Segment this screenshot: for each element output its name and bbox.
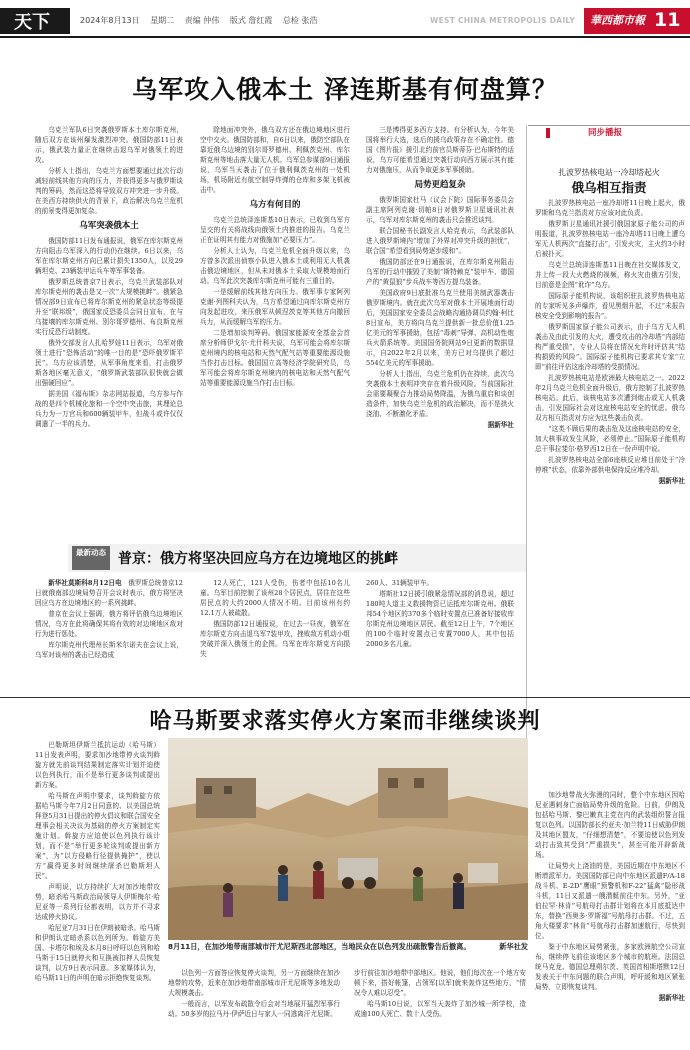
headline-ukraine: 乌军攻入俄本土 泽连斯基有何盘算？ [132,75,558,104]
paragraph: 乌克兰总统泽连斯基10日表示，已收到乌军方呈交的有关将战线向俄领土内推进的报告。乌克兰正在证明其有能力对俄施加“必要压力”。 [200,216,350,245]
paragraph: 扎波罗热核电站全部6座核反应堆目前处于“冷停堆”状态，依靠外部供电保持反应堆冷却。 [535,456,685,475]
paragraph: 哈尼亚7月31日在伊朗被暗杀。哈马斯和伊朗认定暗杀系以色列所为。斡旋方美国、卡塔尔和埃及本月8日呼吁以色列和哈马斯于15日就停火和互换被扣押人员恢复谈判，以方9日表示同意。多家媒体认为，哈马斯11日的声明在暗示拒绝恢复谈判。 [35,924,160,983]
header-rule [0,36,690,38]
paragraph: 俄罗斯总统普京7日表示，乌克兰武装部队对库尔斯克州的袭击是又一次“大规模挑衅”。俄紧急情况部9日宣布已将库尔斯克州的紧急状态等级提升至“联邦级”，俄国家反恐委员会同日宣布，在与乌接壤的库尔斯克州、别尔哥罗德州、布良斯克州实行反恐行动制度。 [35,278,183,337]
dateline: 新华社莫斯科8月12日电 [48,579,122,587]
issue-weekday: 星期二 [150,16,175,25]
issue-info [80,15,325,26]
article2-column-3 [354,968,526,1044]
putin-column-1 [35,578,183,690]
paragraph: 俄罗斯卫星通讯社援引俄国家原子能公司的声明报道，扎波罗热核电站一座冷却塔11日晚上遭乌军无人机两次“直接打击”，引发火灾，主火约3小时后被扑灭。 [535,220,685,259]
subheading: 乌军突袭俄本土 [79,221,139,232]
paragraph: 一般而言，以军发布疏散令后会对当地展开猛烈军事行动。50多岁的拉马丹·伊萨近日与家人一同逃离汗尤尼斯。 [168,1000,340,1019]
designer-credit: 版式 詹红霞 [229,16,273,25]
article1-column-3 [366,125,514,538]
paragraph: 乌克兰总统泽连斯基11日晚在社交媒体发文，并上传一段大火燃烧的视频，称火灾由俄方引发，目前意是企图“讹诈”乌方。 [535,261,685,290]
caption-text: 8月11日，在加沙地带南部城市汗尤尼斯西北部地区，当地民众在以色列发出疏散警告后撤离。 [168,942,471,951]
paragraph: 俄国防部11日发布通报说，俄军在库尔斯克州方向阻击乌军深入的行动仍在继续。6日以来，乌军在库尔斯克州方向已累计损失1350人，以及29辆坦克、23辆装甲运兵车等军事装备。 [35,237,183,276]
headline-hamas: 哈马斯要求落实停火方案而非继续谈判 [149,709,541,734]
paragraph: 俄罗斯国家原子能公司表示，由于乌方无人机袭击及由此引发的大火，遭受攻击的冷却塔“内部结构严重受损”，专业人员将在情况允许时评估其“结构损毁的风险”。国际原子能机构已要求其专家“立即”前往评估这座冷却塔的受损情况。 [535,323,685,372]
paragraph: 260人、31辆装甲车。 [366,579,434,587]
article2-column-4 [535,790,685,1044]
brand-logo: 華西都市報 [590,14,645,27]
putin-column-3 [366,578,514,690]
gaza-evacuation-photo [168,738,528,940]
paragraph: 以色列一方面答应恢复停火谈判，另一方面继续在加沙地带的攻势，近来在加沙地带南部城市汗尤尼斯等多地发动大规模袭击。 [168,969,340,998]
proofreader-credit: 总检 张浩 [282,16,318,25]
article2-credit: 据新华社 [658,994,685,1003]
paragraph: 联合国秘书长副发言人哈克表示，乌武装部队进入俄罗斯境内“增加了外界对冲突升级的担忧”，联合国“希望看到局势逐步缓和”。 [366,227,514,256]
paragraph: 让局势火上浇油的是，美国近期在中东地区不断增派军力。美国国防部已向中东地区派遣F/A-18战斗机、E-2D“鹰眼”预警机和F-22“猛禽”隐形战斗机，11日又派遣一艘潜艇前往中东。另外，“亚伯拉罕·林肯”号航母打击群计划将在本月底抵达中东，替换“西奥多·罗斯福”号航母打击群。不过，五角大楼要求“林肯”号航母打击群加速航行，尽快到位。 [535,862,685,941]
paragraph-text: 俄罗斯总统普京12日就俄南部边境局势召开会议时表示，俄方将坚决回应乌方在边境地区的一系列挑衅。 [35,579,183,608]
issue-date: 2024年8月13日 [80,16,140,25]
paragraph: 步行前往加沙地带中部地区。他说，他们每次在一个地方安顿下来，搭好帐篷，占领军[以军]就来轰炸这些地方，“情况令人难以忍受”。 [354,969,526,998]
putin-headline: 普京：俄方将坚决回应乌方在边境地区的挑衅 [118,551,398,567]
section-name: 天下 [14,12,50,33]
subheading: 局势更趋复杂 [414,180,466,191]
paragraph: 国际原子能机构说，该组织驻扎波罗热核电站的专家听见多声爆炸，看见黑烟升起，不过“未报告核安全受到影响的报告”。 [535,292,685,321]
paragraph: 分析人士认为，乌克兰危机全面升级以来，乌方曾多次派出侦察小队进入俄本土或利用无人机袭击俄边境地区，但从未对俄本土采取大规模地面行动。乌军此次突袭库尔斯克州可能有三重目的。 [200,247,350,286]
paragraph: 一是缓解前线其他方向压力。俄军事专家阿列克谢·列图科夫认为，乌方希望通过向库尔斯克州方向发起进攻，来压俄军从顿涅茨克等其他方向撤回兵力，从而缓解乌军的压力。 [200,288,350,327]
putin-column-2 [200,578,350,690]
page-number: 11 [654,9,681,31]
paragraph: 俄国防部12日通报说，在过去一昼夜，俄军在库尔斯克方向击退乌军7装甲攻，挫败敌方机动小组突破并深入俄领土的企图。乌军在库尔斯克方向损失 [200,620,350,659]
sidebar-credit: 据新华社 [658,477,685,486]
paragraph: 普京在会议上强调，俄方将评估俄乌边境地区情况，乌方在此将确保其将有效的对边境地区敌对行为进行惩处。 [35,610,183,639]
paragraph: 除地面冲突外，俄乌双方还在俄边境地区进行空中交火。俄国防部和，自6日以来，俄防空部队在靠近俄乌边境的别尔哥罗德州、利佩茨克州、库尔斯克州等地击落大量无人机。乌军总参谋部9日通报说，乌军当天袭击了位于俄利佩茨克州的一处机场，机场附近有航空制导炸弹的仓库和多架飞机被击中。 [200,126,350,195]
photo-illustration [168,738,528,940]
paragraph: 二是增加谈判筹码。俄国家能源安全基金会首席分析师伊戈尔·尤什科夫说，乌军可能会将库尔斯克州境内的核电站和天然气配气站等重要能源设施当作打击目标。俄国国立高等经济学院研究员，乌军可能会将库尔斯克州境内的核电站和天然气配气站等重要能源设施当作打击目标。 [200,329,350,388]
paragraph: 俄罗斯国家杜马（议会下院）国际事务委员会副主席阿列克谢·切帕8日对俄罗斯卫星通讯社表示，乌军对库尔斯克州的袭击只会推迟谈判。 [366,195,514,225]
sidebar-title: 俄乌相互指责 [571,180,647,195]
section-rule [0,697,690,698]
paragraph: 分析人士指出，乌克兰危机仍在持续，此次乌突袭俄本土表明冲突存在着升级风险。当前国际社会需要凝聚合力推动局势降温，为俄乌重启和谈创造条件，加快乌克兰危机的政治解决，而不是拱火浇油、不断激化矛盾。 [366,370,514,419]
sidebar-divider [526,125,527,785]
paragraph: 乌克兰军队6日突袭俄罗斯本土库尔斯克州，随后双方在该州爆发激烈冲突。俄国防部11日表示，俄武装力量正在继续击退乌军对俄领土的进攻。 [35,126,183,165]
paragraph: 据美国《福布斯》杂志网站报道，乌方参与作战的是四个机械化旅和一个空中突击旅，其理论总兵力为一万官兵和600辆装甲车，但战斗或许仅仅调遣了一半的兵力。 [35,390,183,429]
paragraph: 哈马斯在声明中要求，谈判斡旋方依据哈马斯今年7月2日同意的、以美国总统拜登5月31日提出的停火倡议和联合国安全理事会相关决议为基础的停火方案制定实施计划。斡旋方应迫使以色列执行该计划，而不是“举行更多轮谈判或提出新方案”，为“以方侵略行径提供掩护”，使以方“赢得更多时间继续屠杀巴勒斯坦人民”。 [35,792,160,881]
paragraph: 三是博得更多西方支持。有分析认为，今年美国将举行大选，选后的援乌政策存在不确定性。德国《图片报》援引北约前官员斯蒂芬·巴布斯特的话说，乌方可能希望通过突袭行动向西方展示其有能力对俄施压，从而争取更多军事援助。 [366,126,514,175]
sidebar-tag: 同步播报 [588,128,623,138]
editor-credit: 责编 仲伟 [184,16,220,25]
paragraph: 库尔斯克州代理州长斯米尔诺夫在会议上说，乌军对该州的袭击已经造成 [35,641,183,660]
paragraph: 哈马斯10日说，以军当天轰炸了加沙城一所学校，造成逾100人死亡、数十人受伤。 [354,1000,526,1019]
article1-column-1 [35,125,183,538]
article2-column-2 [168,968,340,1044]
photo-caption [168,942,528,953]
paragraph: 声明说，以方持续扩大对加沙地带攻势，暗杀哈马斯政治局领导人伊斯梅尔·哈尼亚等一系列行径都表明，以方并不寻求达成停火协议。 [35,883,160,922]
article2-column-1 [35,740,160,1040]
latest-news-label: 最新动态 [76,548,106,557]
paragraph: 俄外交部发言人扎哈罗娃11日表示，乌军对俄领土进行“恐怖活动”的唯一目的是“恐吓俄罗斯平民”。乌方应该清楚，从军事角度来看，打击俄罗斯各地区毫无意义，“俄罗斯武装部队很快就会做出强硬回应”。 [35,339,183,388]
sidebar-body [535,198,685,783]
play-icon [546,128,550,138]
paragraph: 加沙地带战火弥漫的同时，整个中东地区因哈尼亚遇刺身亡面临局势升级的危险。日前，伊朗及包括哈马斯、黎巴嫩真主党在内的武装组织誓言报复以色列。以国防部长约亚夫·加兰特11日威胁伊朗及其地区盟友，“仔细想清楚”，不要迫使以色列发动打击致其受到“严重损失”，甚至可能开辟新战场。 [535,791,685,860]
paragraph: 扎波罗热核电站一座冷却塔11日晚上起火，俄罗斯和乌克兰指责对方应该对此负责。 [535,199,685,218]
paragraph: 分析人士指出，乌克兰方面想要通过此次行动减轻前线其他方向的压力，并获得更多与俄罗斯谈判的筹码，然而这恐将导致双方冲突进一步升级。在美西方持续供火的背景下，政治解决乌克兰危机的前景变得更加复杂。 [35,167,183,216]
paragraph: 美国政府9日底批准乌克兰使用美制武器袭击俄罗斯境内。就在此次乌军对俄本土开展地面行动后，美国国家安全委员会战略沟通协调员约翰·柯比8日宣布，美方将向乌克兰提供新一批总价值1.25亿美元的军事援助，包括“毒刺”导弹、高机动性炮兵火箭系统等。美国国务院网站9日更新的数据显示，自2022年2月以来，美方已对乌提供了超过554亿美元的军事援助。 [366,289,514,368]
paragraph: 鉴于中东地区局势紧张，多家欧洲航空公司宣布，继续停飞前往该地区多个城市的航班。法国总统马克龙、德国总理朔尔茨、英国首相斯塔默12日发表关于中东问题的联合声明，呼吁緩和地区紧张局势，立即恢复谈判。 [535,943,685,992]
paragraph: 塔斯社12日援引俄紧急情况部的消息说，超过180吨人道主义救援物资已运抵库尔斯克州。俄联邦54个地区的370多个临时安置点已准备好接收库尔斯克州边境地区居民。截至12日上午，7个地区的100个临时安置点已安置7000人，其中包括2000多名儿童。 [366,590,514,649]
sidebar-subtitle: 扎波罗热核电站一冷却塔起火 [558,168,660,177]
subheading: 乌方有何目的 [249,200,301,211]
paragraph: 12人死亡，121人受伤，伤者中包括10名儿童。乌军目前控制了该州28个居民点，居住在这些居民点的大约2000人情况不明。目前该州有约12.1万人被疏散。 [200,579,350,618]
paragraph: 巴勒斯坦伊斯兰抵抗运动（哈马斯）11日发表声明，要求加沙地带停火谈判斡旋方就先前谈判结果制定落实计划并迫使以色列执行，而不是举行更多谈判或提出新方案。 [35,741,160,790]
brand-english: WEST CHINA METROPOLIS DAILY [430,16,576,25]
paragraph: “这类不顾后果的袭击危及这座核电站的安全，加大核事故发生风险，必须停止。”国际原子能机构总干事拉斐尔·格罗西12日在一份声明中说。 [535,425,685,454]
paragraph: 俄国防部还在9日通报说，在库尔斯克州阻击乌军的行动中摧毁了美制“斯特赖克”装甲车、德国产的“黄鼠狼”步兵战车等西方提乌装备。 [366,258,514,287]
paragraph: 扎波罗热核电站是欧洲最大核电站之一。2022年2月乌克兰危机全面升级后，俄方控制了扎波罗热核电站。此后，该核电站多次遭到炮击或无人机袭击，引发国际社会对这座核电站安全的忧虑。俄乌双方相互指责对方应为这些袭击负责。 [535,374,685,423]
article1-credit: 据新华社 [487,421,514,430]
article1-column-2 [200,125,350,538]
photo-credit: 新华社发 [499,942,528,951]
